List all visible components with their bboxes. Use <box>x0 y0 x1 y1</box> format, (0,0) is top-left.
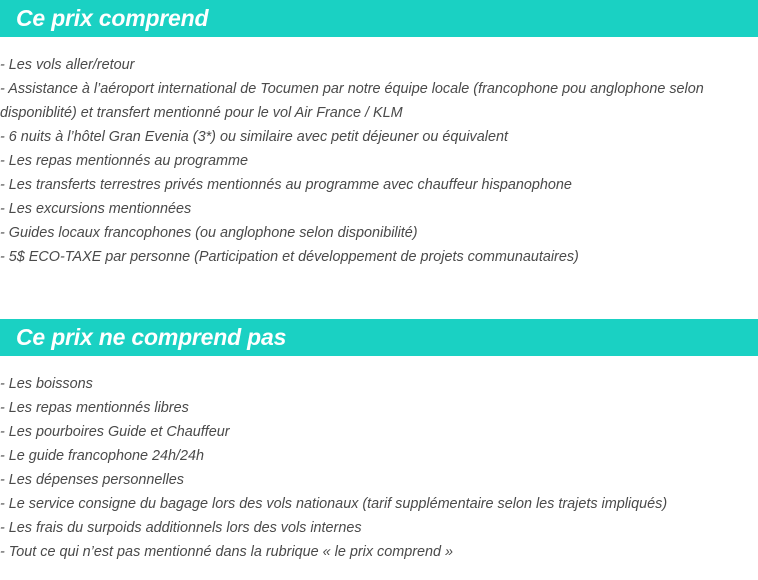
list-item: - Les excursions mentionnées <box>0 201 192 217</box>
excludes-list <box>0 372 740 564</box>
list-item: - Guides locaux francophones (ou anglophone selon disponibilité) <box>0 225 418 241</box>
list-item: - Les frais du surpoids additionnels lors des vols internes <box>0 520 362 536</box>
section-header-includes <box>0 0 758 37</box>
list-item: - Le guide francophone 24h/24h <box>0 448 205 464</box>
list-item: - Les transferts terrestres privés mentionnés au programme avec chauffeur hispanophone <box>0 177 572 193</box>
list-item: - Tout ce qui n’est pas mentionné dans la rubrique « le prix comprend » <box>0 544 454 560</box>
list-item: - Le service consigne du bagage lors des vols nationaux (tarif supplémentaire selon les trajets impliqués) <box>0 496 668 512</box>
list-item: - Les vols aller/retour <box>0 57 135 73</box>
section-title-includes: Ce prix comprend <box>16 5 209 31</box>
list-item: - Assistance à l’aéroport international de Tocumen par notre équipe locale (francophone pou anglophone selon disponiblité) et transfert mentionné pour le vol Air France / KLM <box>0 81 704 121</box>
list-item: - Les dépenses personnelles <box>0 472 185 488</box>
section-header-excludes <box>0 319 758 356</box>
list-item: - 6 nuits à l’hôtel Gran Evenia (3*) ou similaire avec petit déjeuner ou équivalent <box>0 129 508 145</box>
list-item: - Les boissons <box>0 376 93 392</box>
includes-list <box>0 53 740 269</box>
section-title-excludes: Ce prix ne comprend pas <box>16 324 287 350</box>
list-item: - 5$ ECO-TAXE par personne (Participation et développement de projets communautaires) <box>0 249 579 265</box>
list-item: - Les repas mentionnés au programme <box>0 153 248 169</box>
list-item: - Les pourboires Guide et Chauffeur <box>0 424 230 440</box>
list-item: - Les repas mentionnés libres <box>0 400 189 416</box>
